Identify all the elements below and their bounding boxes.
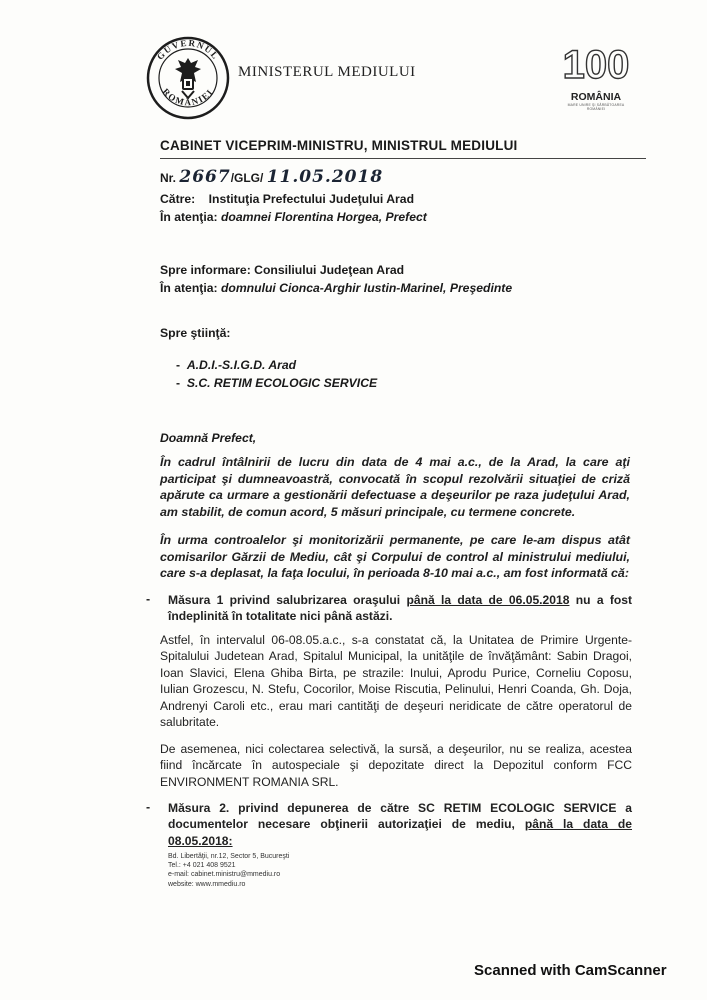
addressee-catre <box>160 191 414 208</box>
nr-label: Nr. <box>160 171 177 185</box>
atentia2-value: domnului Cionca-Arghir Iustin-Marinel, <box>220 281 447 295</box>
measure-1 <box>168 592 632 625</box>
measure-2-deadline: până la data de 08.05.2018: <box>168 817 633 848</box>
stiinta-item: - S.C. RETIM ECOLOGIC SERVICE <box>176 376 378 390</box>
atentia2-label: În atenţia: <box>160 281 218 295</box>
paragraph-selective: De asemenea, nici colectarea selectivă, la sursă, a deşeurilor, nu se realiza, acestea fiind încărcate în autospeciale şi depozitate direct la Depozitul conform FCC ENVIRONMENT ROMANIA SRL. <box>160 742 632 789</box>
government-seal <box>146 36 230 120</box>
addressee-atentia <box>160 209 427 226</box>
svg-text:GUVERNUL: GUVERNUL <box>154 37 222 62</box>
salutation: Doamnă Prefect, <box>160 431 257 445</box>
informare-line <box>160 262 404 279</box>
bullet-dash: - <box>146 800 151 814</box>
footer-contact <box>168 852 289 889</box>
informare-value: Consiliului Judeţean Arad <box>254 263 405 277</box>
bullet-dash: - <box>146 592 151 606</box>
registration-line <box>160 167 383 187</box>
atentia2-role: Preşedinte <box>449 281 513 295</box>
measure-1-text: Măsura 1 privind salubrizarea oraşului <box>168 593 401 607</box>
stiinta-item: - A.D.I.-S.I.G.D. Arad <box>176 358 297 372</box>
camscanner-watermark: Scanned with CamScanner <box>474 962 667 979</box>
informare-label: Spre informare: <box>160 263 251 277</box>
informare-atentia <box>160 280 512 297</box>
catre-value: Instituţia Prefectului Judeţului Arad <box>208 192 415 206</box>
nr-code: /GLG/ <box>230 171 264 185</box>
paragraph-intro: În cadrul întâlnirii de lucru din data de 4 mai a.c., de la Arad, la care aţi participat şi dumneavoastră, convocată în scopul rezolvării situaţiei de criză apărute ca urmare a gestionării defectuase a deşeurilor pe raza judeţului Arad, am stabilit, de comun acord, 5 măsuri principale, cu termene concrete. <box>160 455 630 519</box>
paragraph-findings: Astfel, în intervalul 06-08.05.a.c., s-a constatat că, la Unitatea de Primire Urgente-Spitalului Judetean Arad, Spitalul Municipal, la unităţile de învăţământ: Sabin Dragoi, Ioan Slavici, Elena Ghiba Birta, pe strazile: Inului, Aprodu Purice, Corneliu Coposu, Iulian Grozescu, N. Stefu, Cocorilor, Moise Riscutia, Pelinului, Henri Coanda, Gh. Doja, Andrenyi Caroli etc., erau mari cantităţi de deşeuri neridicate de către operatorul de salubritate. <box>160 633 632 730</box>
centenar-country: ROMÂNIA <box>570 91 622 103</box>
heading-rule <box>160 158 646 159</box>
footer-phone: Tel.: +4 021 408 9521 <box>168 862 236 870</box>
centenar-number: 100 <box>562 43 630 87</box>
nr-handwritten: 2667 <box>179 167 231 187</box>
centenar-logo <box>560 40 632 110</box>
stiinta-label: Spre ştiinţă: <box>160 326 231 340</box>
measure-1-status: nu a fost îndeplinită în totalitate nici până astăzi. <box>168 593 632 624</box>
stiinta-item-text: S.C. RETIM ECOLOGIC SERVICE <box>186 376 378 390</box>
catre-label: Către: <box>160 192 196 206</box>
cabinet-heading: CABINET VICEPRIM-MINISTRU, MINISTRUL MEDIULUI <box>160 138 518 153</box>
date-handwritten: 11.05.2018 <box>266 167 384 187</box>
footer-email: e-mail: cabinet.ministru@mmediu.ro <box>168 871 281 879</box>
centenar-100-mark <box>560 40 632 88</box>
atentia-value: doamnei Florentina Horgea, Prefect <box>220 210 427 224</box>
centenar-tagline: MARE UNIRE ŞI SĂRBĂTOAREA ROMÂNIEI <box>567 103 625 111</box>
measure-2 <box>168 800 632 849</box>
paragraph-controls: În urma controalelor şi monitorizării permanente, pe care le-am dispus atât comisarilor Gărzii de Mediu, cât şi Corpului de control al ministrului mediului, care s-a deplasat, la faţa locului, în perioada 8-10 mai a.c., am fost informată că: <box>160 533 630 581</box>
footer-address: Bd. Libertăţii, nr.12, Sector 5, Bucureşti <box>168 853 290 860</box>
stiinta-item-text: A.D.I.-S.I.G.D. Arad <box>186 358 297 372</box>
svg-text:ROMÂNIEI: ROMÂNIEI <box>160 86 216 108</box>
ministry-name: MINISTERUL MEDIULUI <box>238 64 416 80</box>
measure-2-text: Măsura 2. privind depunerea de către SC RETIM ECOLOGIC SERVICE a documentelor necesare obţinerii autorizaţiei de mediu, <box>168 801 632 832</box>
atentia-label: În atenţia: <box>160 210 218 224</box>
measure-1-deadline: până la data de 06.05.2018 <box>406 593 570 607</box>
footer-website: website: www.mmediu.ro <box>168 880 246 888</box>
